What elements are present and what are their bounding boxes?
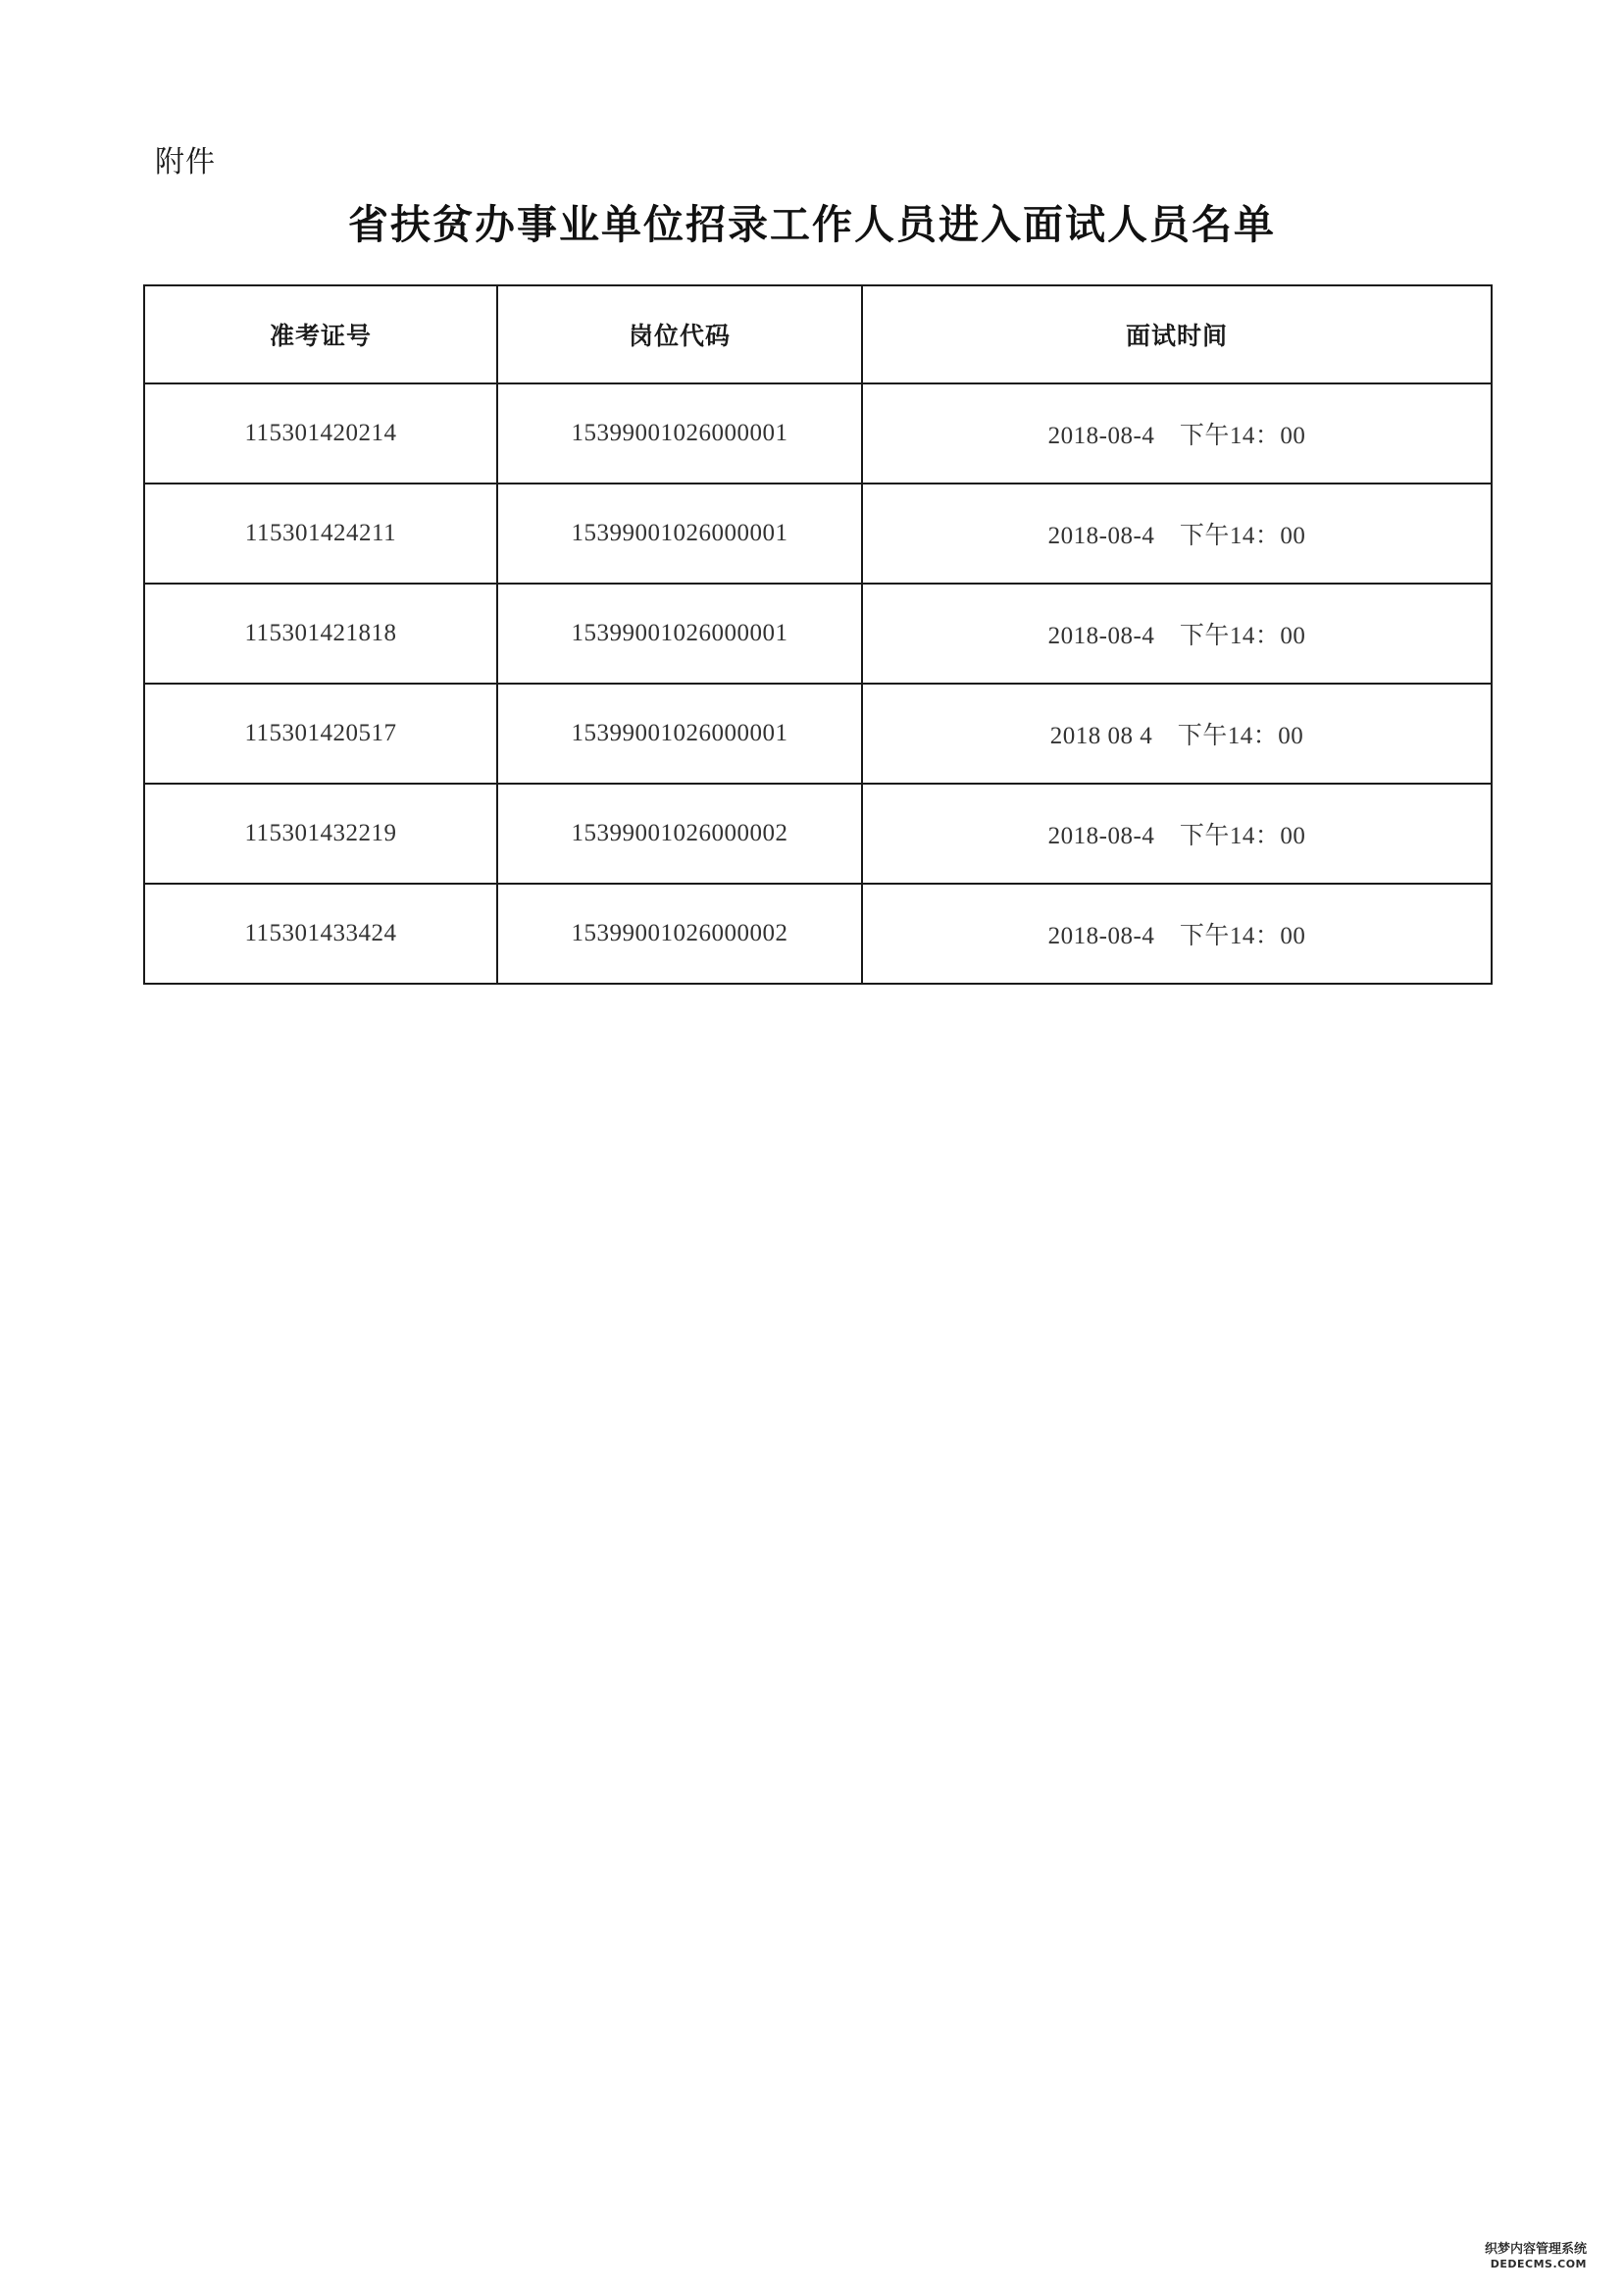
watermark-text-en: DEDECMS.COM	[1490, 2258, 1587, 2270]
document-title: 省扶贫办事业单位招录工作人员进入面试人员名单	[348, 201, 1276, 248]
interview-time-cell: 2018-08-4 下午14：00	[862, 383, 1492, 484]
table-row	[144, 383, 1492, 484]
watermark-text-cn: 织梦内容管理系统	[1484, 2242, 1587, 2257]
position-code-cell: 15399001026000001	[497, 383, 862, 484]
interview-time-cell: 2018-08-4 下午14：00	[862, 484, 1492, 584]
exam-number-cell: 115301420517	[144, 684, 497, 784]
column-header-interview-time: 面试时间	[862, 285, 1492, 383]
exam-number-cell: 115301420214	[144, 383, 497, 484]
position-code-cell: 15399001026000002	[497, 784, 862, 884]
exam-number-cell: 115301433424	[144, 884, 497, 984]
attachment-label: 附件	[155, 145, 216, 179]
table-row	[144, 784, 1492, 884]
exam-number-cell: 115301424211	[144, 484, 497, 584]
column-header-position-code: 岗位代码	[497, 285, 862, 383]
position-code-cell: 15399001026000002	[497, 884, 862, 984]
table-header-row	[144, 285, 1492, 383]
position-code-cell: 15399001026000001	[497, 484, 862, 584]
interview-time-cell: 2018-08-4 下午14：00	[862, 584, 1492, 684]
table-row	[144, 884, 1492, 984]
interview-candidates-table	[143, 284, 1493, 985]
position-code-cell: 15399001026000001	[497, 584, 862, 684]
exam-number-cell: 115301432219	[144, 784, 497, 884]
position-code-cell: 15399001026000001	[497, 684, 862, 784]
watermark	[1479, 2242, 1587, 2271]
table-row	[144, 584, 1492, 684]
table-row	[144, 484, 1492, 584]
exam-number-cell: 115301421818	[144, 584, 497, 684]
interview-time-cell: 2018-08-4 下午14：00	[862, 884, 1492, 984]
column-header-exam-number: 准考证号	[144, 285, 497, 383]
interview-time-cell: 2018 08 4 下午14：00	[862, 684, 1492, 784]
table-row	[144, 684, 1492, 784]
interview-time-cell: 2018-08-4 下午14：00	[862, 784, 1492, 884]
